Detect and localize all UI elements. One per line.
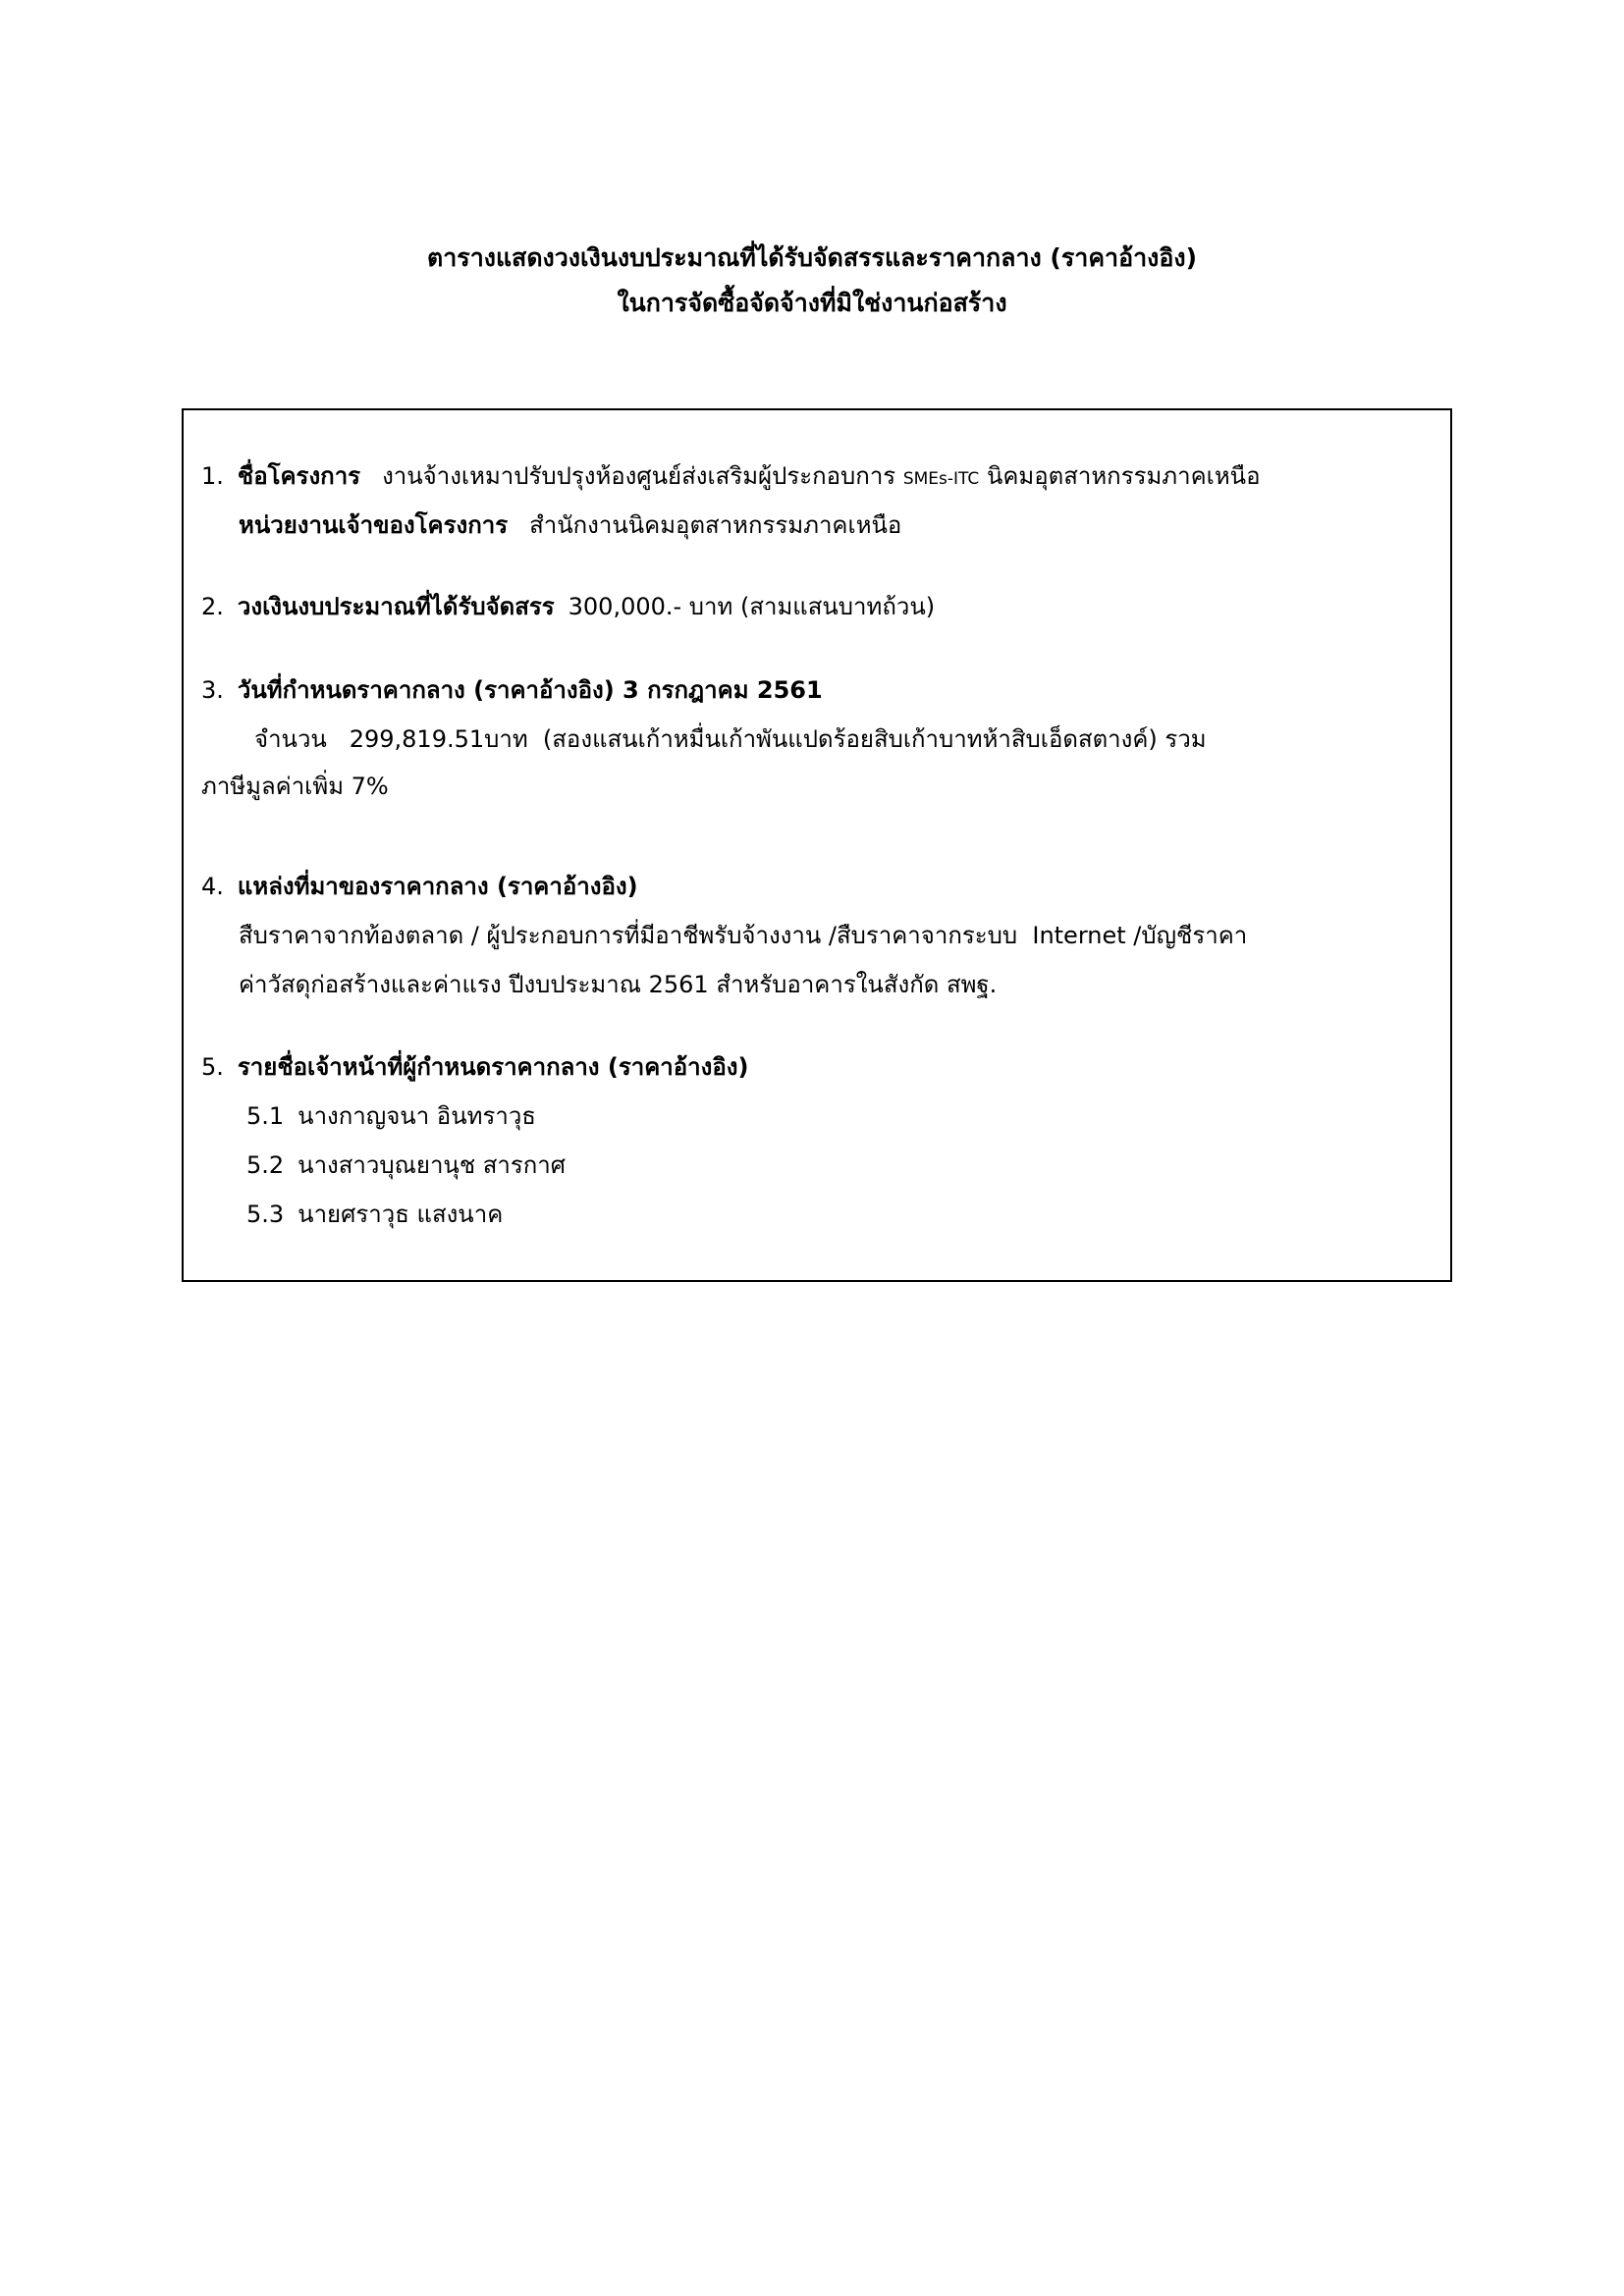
item-4-label: แหล่งที่มาของราคากลาง (ราคาอ้างอิง) — [237, 873, 638, 900]
item-4-number: 4. — [201, 873, 224, 900]
item-1-owner-label: หน่วยงานเจ้าของโครงการ — [239, 511, 509, 539]
item-3-amount-2: ภาษีมูลค่าเพิ่ม 7% — [201, 773, 389, 800]
item-3-label: วันที่กำหนดราคากลาง (ราคาอ้างอิง) 3 กรกฎาคม 2561 — [237, 676, 823, 704]
item-5-number: 5. — [201, 1053, 224, 1081]
official-name: นางสาวบุณยานุช สารกาศ — [298, 1151, 566, 1179]
item-4-line-1: สืบราคาจากท้องตลาด / ผู้ประกอบการที่มีอาชีพรับจ้างงาน /สืบราคาจากระบบ Internet /บัญชีราคา — [239, 922, 1248, 949]
item-1-value-2: นิคมอุตสาหกรรมภาคเหนือ — [986, 462, 1261, 490]
item-1-owner-row — [239, 508, 901, 542]
item-4-line-2: ค่าวัสดุก่อสร้างและค่าแรง ปีงบประมาณ 2561 สำหรับอาคารในสังกัด สพฐ. — [239, 971, 998, 998]
title-line-2: ในการจัดซื้อจัดจ้างที่มิใช่งานก่อสร้าง — [617, 289, 1007, 317]
official-name: นางกาญจนา อินทราวุธ — [298, 1102, 536, 1130]
item-1-value: งานจ้างเหมาปรับปรุงห้องศูนย์ส่งเสริมผู้ประกอบการ — [382, 462, 896, 490]
item-1-code: SMEs-ITC — [902, 469, 980, 489]
item-2-value: 300,000.- บาท (สามแสนบาทถ้วน) — [568, 593, 936, 620]
item-1-row — [201, 459, 1261, 496]
item-5-label: รายชื่อเจ้าหน้าที่ผู้กำหนดราคากลาง (ราคาอ้างอิง) — [237, 1053, 749, 1081]
item-5-row — [201, 1050, 748, 1084]
official-row — [246, 1099, 536, 1133]
item-3-amount: จำนวน 299,819.51บาท (สองแสนเก้าหมื่นเก้าพันแปดร้อยสิบเก้าบาทห้าสิบเอ็ดสตางค์) รวม — [254, 725, 1207, 753]
item-1-label: ชื่อโครงการ — [237, 462, 361, 490]
item-1-number: 1. — [201, 462, 224, 490]
document-title — [0, 236, 1624, 326]
item-2-row — [201, 590, 935, 623]
official-number: 5.3 — [246, 1201, 285, 1228]
item-2-label: วงเงินงบประมาณที่ได้รับจัดสรร — [237, 593, 555, 620]
item-2-number: 2. — [201, 593, 224, 620]
title-line-1: ตารางแสดงวงเงินงบประมาณที่ได้รับจัดสรรและราคากลาง (ราคาอ้างอิง) — [427, 243, 1197, 272]
official-row — [246, 1198, 503, 1231]
item-4-row — [201, 870, 638, 903]
official-number: 5.1 — [246, 1102, 285, 1130]
info-box — [182, 408, 1452, 1282]
official-name: นายศราวุธ แสงนาค — [298, 1201, 504, 1228]
item-3-number: 3. — [201, 676, 224, 704]
official-number: 5.2 — [246, 1151, 285, 1179]
item-3-row — [201, 673, 823, 707]
official-row — [246, 1148, 566, 1182]
item-1-owner-value: สำนักงานนิคมอุตสาหกรรมภาคเหนือ — [529, 511, 902, 539]
